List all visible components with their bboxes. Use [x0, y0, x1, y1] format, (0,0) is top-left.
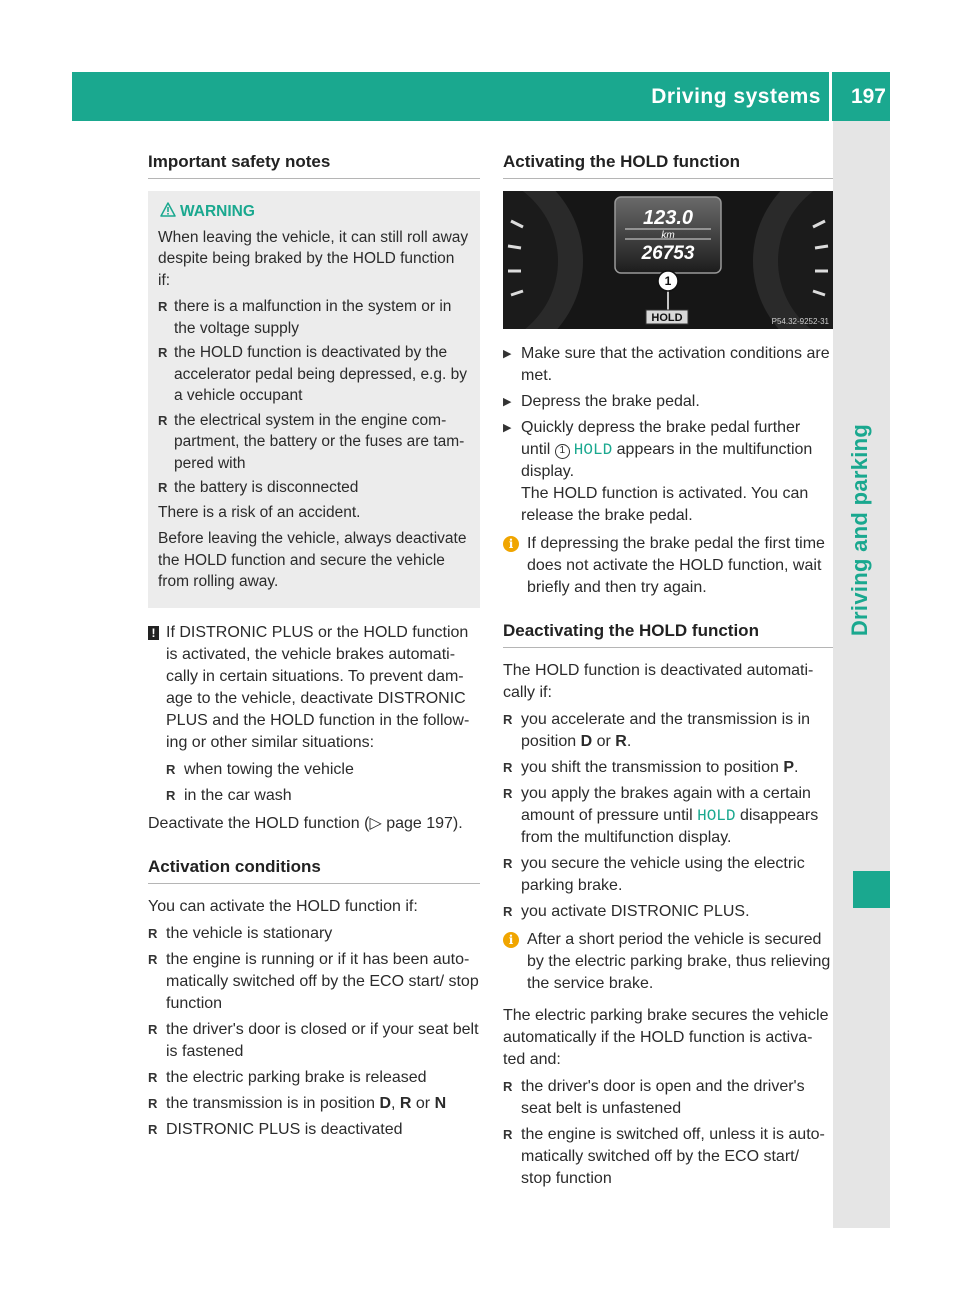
list-item: R you apply the brakes again with a certain amount of pressure until HOLD disappears from the multifunction display.: [503, 783, 833, 849]
list-item: R the driver's door is closed or if your seat belt is fastened: [148, 1019, 480, 1063]
warning-advice: Before leaving the vehicle, always deactivate the HOLD function and secure the vehicle from rolling away.: [158, 530, 467, 590]
right-column: [503, 150, 833, 1194]
activating-heading: Activating the HOLD function: [503, 150, 833, 179]
hold-display-text: HOLD: [573, 441, 613, 459]
activation-list: [148, 923, 480, 1141]
odometer-trip: 123.0: [642, 207, 694, 229]
warning-label: WARNING: [180, 203, 255, 220]
exclamation-icon: !: [148, 626, 159, 640]
step-item: ▶ Depress the brake pedal.: [503, 391, 833, 413]
deactivating-heading: Deactivating the HOLD function: [503, 619, 833, 648]
deactivation-list: [503, 709, 833, 923]
activation-conditions-heading: Activation conditions: [148, 855, 480, 884]
header-divider: [829, 72, 832, 121]
page-number: 197: [850, 85, 886, 108]
callout-1-icon: 1: [555, 444, 570, 459]
step-item: ▶ Make sure that the activation conditions are met.: [503, 343, 833, 387]
notice-text: If DISTRONIC PLUS or the HOLD function is activated, the vehicle brakes automati-cally in certain situations. To prevent dam-age to the vehicle, deactivate DISTRONIC PLUS and the HOLD function in the follow-ing or other similar situations:: [166, 623, 470, 751]
activation-steps: [503, 343, 833, 527]
warning-list: [158, 296, 470, 499]
warning-box: [148, 191, 480, 608]
header-bar: [72, 72, 890, 121]
list-item: R the engine is running or if it has been auto-matically switched off by the ECO start/ stop function: [148, 949, 480, 1015]
step-result: The HOLD function is activated. You can release the brake pedal.: [521, 485, 809, 524]
chapter-tab-label: Driving and parking: [847, 423, 872, 637]
odometer-unit: km: [661, 230, 675, 241]
list-item: R the vehicle is stationary: [148, 923, 480, 945]
list-item: R you shift the transmission to position P.: [503, 757, 833, 779]
list-item: R in the car wash: [166, 785, 480, 807]
list-item: R DISTRONIC PLUS is deactivated: [148, 1119, 480, 1141]
cluster-illustration: [503, 191, 833, 329]
chapter-marker: [853, 871, 890, 908]
figure-ref-code: P54.32-9252-31: [771, 317, 829, 326]
step-item: ▶ Quickly depress the brake pedal further until 1 HOLD appears in the multifunction display. The HOLD function is activated. You can release the brake pedal.: [503, 417, 833, 527]
warning-risk: There is a risk of an accident.: [158, 503, 361, 521]
section-title: Driving systems: [651, 85, 821, 108]
list-item: R you accelerate and the transmission is in position D or R.: [503, 709, 833, 753]
figure-callout: 1: [664, 274, 672, 288]
info-icon: i: [503, 932, 519, 948]
info-note: i After a short period the vehicle is secured by the electric parking brake, thus relieving the service brake.: [503, 929, 833, 995]
list-item: R the engine is switched off, unless it is auto-matically switched off by the ECO start/ stop function: [503, 1124, 833, 1190]
warning-title: [158, 201, 470, 223]
deactivating-intro: The HOLD function is deactivated automati-cally if:: [503, 662, 814, 701]
list-item: R the electrical system in the engine com-partment, the battery or the fuses are tam-pered with: [158, 410, 470, 475]
list-item: R there is a malfunction in the system or in the voltage supply: [158, 296, 470, 339]
left-column: [148, 150, 480, 1145]
list-item: R the battery is disconnected: [158, 477, 470, 499]
activation-intro: You can activate the HOLD function if:: [148, 897, 418, 915]
hold-display-text: HOLD: [697, 807, 736, 825]
notice-list: [166, 759, 480, 807]
odometer-total: 26753: [641, 243, 695, 264]
safety-notes-heading: Important safety notes: [148, 150, 480, 179]
parking-brake-list: [503, 1076, 833, 1190]
list-item: R the transmission is in position D, R or N: [148, 1093, 480, 1115]
list-item: R you activate DISTRONIC PLUS.: [503, 901, 833, 923]
list-item: R the HOLD function is deactivated by the accelerator pedal being depressed, e.g. by a vehicle occupant: [158, 342, 470, 407]
list-item: R the driver's door is open and the driver's seat belt is unfastened: [503, 1076, 833, 1120]
info-note: i If depressing the brake pedal the first time does not activate the HOLD function, wait briefly and then try again.: [503, 533, 833, 599]
instrument-cluster-figure: [503, 191, 833, 329]
hold-indicator: HOLD: [651, 312, 683, 324]
chapter-tab: [840, 380, 880, 680]
parking-brake-intro: The electric parking brake secures the vehicle automatically if the HOLD function is activa-ted and:: [503, 1007, 829, 1068]
info-icon: i: [503, 536, 519, 552]
damage-notice: [148, 622, 480, 807]
page-reference[interactable]: Deactivate the HOLD function (▷ page 197).: [148, 814, 463, 832]
list-item: R the electric parking brake is released: [148, 1067, 480, 1089]
list-item: R when towing the vehicle: [166, 759, 480, 781]
warning-triangle-icon: [160, 202, 176, 218]
list-item: R you secure the vehicle using the electric parking brake.: [503, 853, 833, 897]
warning-intro: When leaving the vehicle, it can still roll away despite being braked by the HOLD function if:: [158, 228, 469, 289]
